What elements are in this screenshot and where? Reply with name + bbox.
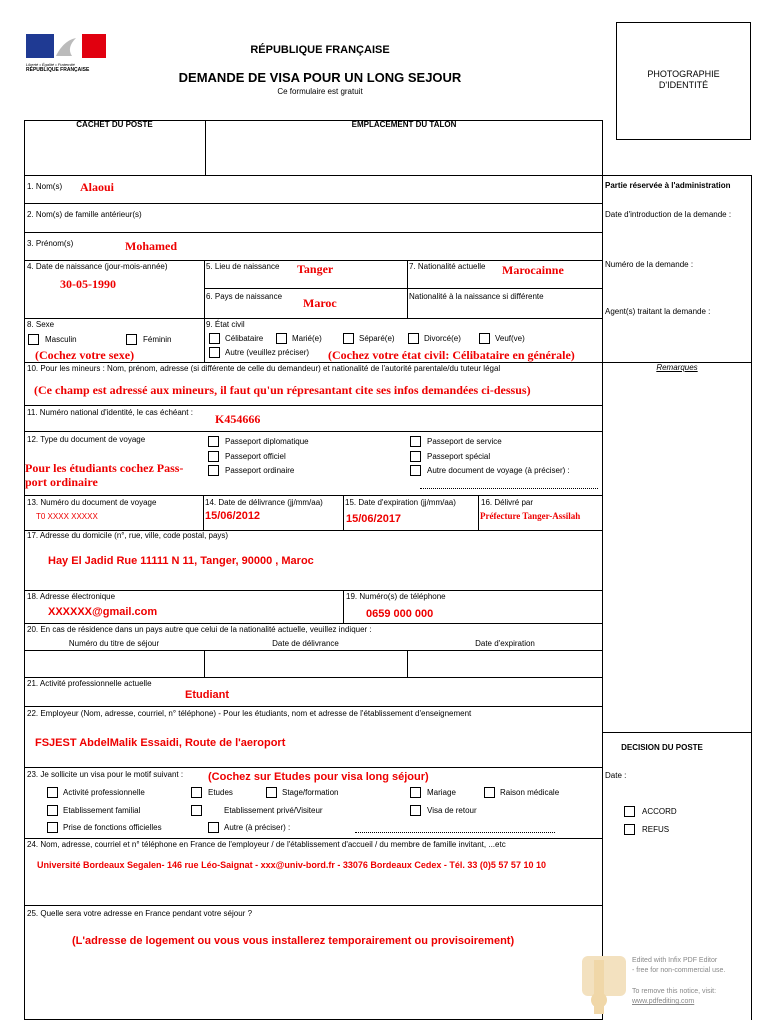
- photo-label-2: D'IDENTITÉ: [658, 80, 709, 90]
- field-6-label: 6. Pays de naissance: [206, 292, 283, 301]
- marie-label: Marié(e): [292, 334, 322, 343]
- answer-telephone[interactable]: 0659 000 000: [366, 608, 434, 620]
- masculin-label: Masculin: [45, 335, 77, 344]
- marie-checkbox[interactable]: [276, 333, 287, 344]
- form-title: DEMANDE DE VISA POUR UN LONG SEJOUR: [178, 70, 462, 85]
- pass-spec-label: Passeport spécial: [427, 452, 491, 461]
- field-25-label: 25. Quelle sera votre adresse en France pendant votre séjour ?: [27, 909, 253, 918]
- answer-adresse-france[interactable]: (L'adresse de logement ou vous vous installerez temporairement ou provisoirement): [72, 935, 515, 947]
- separe-label: Séparé(e): [359, 334, 395, 343]
- masculin-checkbox[interactable]: [28, 334, 39, 345]
- motif-fonctions-checkbox[interactable]: [47, 822, 58, 833]
- answer-date-expiration[interactable]: 15/06/2017: [346, 513, 402, 525]
- field-2-label: 2. Nom(s) de famille antérieur(s): [27, 210, 142, 219]
- logo-motto: Liberté • Égalité • Fraternité: [26, 62, 75, 67]
- autre-doc-checkbox[interactable]: [410, 465, 421, 476]
- field-22-label: 22. Employeur (Nom, adresse, courriel, n° téléphone) - Pour les étudiants, nom et adresse de l'établissement d'enseignement: [27, 709, 472, 718]
- refus-label: REFUS: [642, 825, 670, 834]
- field-24-label: 24. Nom, adresse, courriel et n° téléphone en France de l'employeur / de l'établissement d'accueil / du membre de famille invitant, ...etc: [27, 840, 506, 849]
- field-16-label: 16. Délivré par: [481, 498, 534, 507]
- answer-note-passeport-1: Pour les étudiants cochez Pass-: [25, 461, 184, 475]
- motif-etudes-label: Etudes: [208, 788, 233, 797]
- separe-checkbox[interactable]: [343, 333, 354, 344]
- photo-label-1: PHOTOGRAPHIE: [647, 69, 720, 79]
- pass-serv-checkbox[interactable]: [410, 436, 421, 447]
- motif-autre-label: Autre (à préciser) :: [224, 823, 291, 832]
- pass-ord-label: Passeport ordinaire: [225, 466, 295, 475]
- motif-retour-checkbox[interactable]: [410, 805, 421, 816]
- celibataire-checkbox[interactable]: [209, 333, 220, 344]
- admin-numero: Numéro de la demande :: [605, 260, 694, 269]
- answer-note-mineurs: (Ce champ est adressé aux mineurs, il faut qu'un répresantant cite ses infos demandées ci-dessus): [34, 383, 531, 397]
- veuf-checkbox[interactable]: [479, 333, 490, 344]
- pass-diplo-label: Passeport diplomatique: [225, 437, 309, 446]
- celibataire-label: Célibataire: [225, 334, 264, 343]
- accord-label: ACCORD: [642, 807, 677, 816]
- date-exp-label: Date d'expiration: [475, 639, 535, 648]
- pass-spec-checkbox[interactable]: [410, 451, 421, 462]
- veuf-label: Veuf(ve): [495, 334, 525, 343]
- field-10-label: 10. Pour les mineurs : Nom, prénom, adresse (si différente de celle du demandeur) et nationalité de l'autorité parentale/du tuteur légal: [27, 364, 501, 373]
- divorce-label: Divorcé(e): [424, 334, 461, 343]
- answer-num-doc[interactable]: T0 XXXX XXXXX: [36, 512, 98, 521]
- field-7b-label: Nationalité à la naissance si différente: [409, 292, 544, 301]
- field-20-label: 20. En cas de résidence dans un pays autre que celui de la nationalité actuelle, veuillez indiquer :: [27, 625, 372, 634]
- field-19-label: 19. Numéro(s) de téléphone: [346, 592, 446, 601]
- field-8-label: 8. Sexe: [27, 320, 55, 329]
- answer-email[interactable]: XXXXXX@gmail.com: [48, 606, 158, 618]
- motif-medicale-label: Raison médicale: [500, 788, 560, 797]
- answer-prenom[interactable]: Mohamed: [125, 239, 177, 253]
- field-4-label: 4. Date de naissance (jour-mois-année): [27, 262, 168, 271]
- answer-adresse[interactable]: Hay El Jadid Rue 11111 N 11, Tanger, 90000 , Maroc: [48, 555, 314, 567]
- talon-label: EMPLACEMENT DU TALON: [351, 120, 457, 129]
- marianne-logo: [26, 34, 110, 76]
- admin-title: Partie réservée à l'administration: [605, 181, 731, 190]
- answer-activite[interactable]: Etudiant: [185, 689, 229, 701]
- motif-familial-checkbox[interactable]: [47, 805, 58, 816]
- motif-fonctions-label: Prise de fonctions officielles: [63, 823, 162, 832]
- motif-stage-label: Stage/formation: [282, 788, 339, 797]
- watermark-line-3: To remove this notice, visit:: [632, 988, 717, 995]
- accord-checkbox[interactable]: [624, 806, 635, 817]
- pass-off-checkbox[interactable]: [208, 451, 219, 462]
- field-23-label: 23. Je sollicite un visa pour le motif suivant :: [27, 770, 184, 779]
- admin-remarques: Remarques: [656, 363, 698, 372]
- answer-accueil[interactable]: Université Bordeaux Segalen- 146 rue Léo-Saignat - xxx@univ-bord.fr - 33076 Bordeaux Cedex - Tél. 33 (0)5 57 57 10 10: [37, 860, 546, 870]
- answer-pays-naissance[interactable]: Maroc: [303, 296, 337, 310]
- answer-employeur[interactable]: FSJEST AbdelMalik Essaidi, Route de l'aeroport: [35, 737, 286, 749]
- motif-familial-label: Etablissement familial: [63, 806, 141, 815]
- field-12-label: 12. Type du document de voyage: [27, 435, 146, 444]
- motif-etudes-checkbox[interactable]: [191, 787, 202, 798]
- feminin-checkbox[interactable]: [126, 334, 137, 345]
- field-1-label: 1. Nom(s): [27, 182, 63, 191]
- date-deliv-label: Date de délivrance: [272, 639, 339, 648]
- form-subtitle: Ce formulaire est gratuit: [277, 87, 363, 96]
- motif-activite-checkbox[interactable]: [47, 787, 58, 798]
- answer-note-sexe: (Cochez votre sexe): [35, 348, 135, 362]
- answer-id-national[interactable]: K454666: [215, 412, 261, 426]
- field-18-label: 18. Adresse électronique: [27, 592, 116, 601]
- motif-medicale-checkbox[interactable]: [484, 787, 495, 798]
- logo-republic: RÉPUBLIQUE FRANÇAISE: [26, 67, 90, 73]
- field-7-label: 7. Nationalité actuelle: [409, 262, 486, 271]
- motif-stage-checkbox[interactable]: [266, 787, 277, 798]
- field-9-label: 9. État civil: [206, 320, 245, 329]
- answer-date-naissance[interactable]: 30-05-1990: [60, 277, 116, 291]
- motif-mariage-label: Mariage: [427, 788, 456, 797]
- divorce-checkbox[interactable]: [408, 333, 419, 344]
- cachet-label: CACHET DU POSTE: [76, 120, 153, 129]
- admin-date-intro: Date d'introduction de la demande :: [605, 210, 732, 219]
- autre-etat-checkbox[interactable]: [209, 347, 220, 358]
- autre-etat-label: Autre (veuillez préciser): [225, 348, 310, 357]
- answer-date-delivrance[interactable]: 15/06/2012: [205, 510, 261, 522]
- field-3-label: 3. Prénom(s): [27, 239, 74, 248]
- answer-lieu-naissance[interactable]: Tanger: [297, 262, 334, 276]
- field-21-label: 21. Activité professionnelle actuelle: [27, 679, 152, 688]
- pass-ord-checkbox[interactable]: [208, 465, 219, 476]
- motif-etab-prive-checkbox[interactable]: [191, 805, 202, 816]
- field-15-label: 15. Date d'expiration (jj/mm/aa): [345, 498, 456, 507]
- autre-doc-label: Autre document de voyage (à préciser) :: [427, 466, 570, 475]
- field-13-label: 13. Numéro du document de voyage: [27, 498, 157, 507]
- motif-mariage-checkbox[interactable]: [410, 787, 421, 798]
- answer-nationalite[interactable]: Marocainne: [502, 263, 564, 277]
- answer-nom[interactable]: Alaoui: [80, 180, 115, 194]
- pass-serv-label: Passeport de service: [427, 437, 502, 446]
- answer-note-passeport-2: port ordinaire: [25, 475, 98, 489]
- form-frame: [24, 120, 603, 1020]
- watermark-line-1: Edited with Infix PDF Editor: [632, 957, 718, 964]
- field-5-label: 5. Lieu de naissance: [206, 262, 280, 271]
- republic-heading: RÉPUBLIQUE FRANÇAISE: [250, 44, 390, 56]
- motif-etab-prive-label: Etablissement privé/Visiteur: [224, 806, 323, 815]
- watermark-line-2: - free for non-commercial use.: [632, 967, 726, 974]
- motif-activite-label: Activité professionnelle: [63, 788, 145, 797]
- answer-delivre-par[interactable]: Préfecture Tanger-Assilah: [480, 511, 581, 521]
- watermark-line-4[interactable]: www.pdfediting.com: [632, 998, 695, 1005]
- feminin-label: Féminin: [143, 335, 172, 344]
- answer-note-etat: (Cochez votre état civil: Célibataire en générale): [328, 348, 575, 362]
- answer-note-motif: (Cochez sur Etudes pour visa long séjour): [208, 771, 429, 783]
- refus-checkbox[interactable]: [624, 824, 635, 835]
- motif-retour-label: Visa de retour: [427, 806, 477, 815]
- admin-date: Date :: [605, 771, 627, 780]
- field-17-label: 17. Adresse du domicile (n°, rue, ville, code postal, pays): [27, 531, 229, 540]
- admin-decision: DECISION DU POSTE: [621, 743, 703, 752]
- titre-sejour-label: Numéro du titre de séjour: [68, 639, 160, 648]
- infix-watermark-icon: [582, 950, 626, 1018]
- field-14-label: 14. Date de délivrance (jj/mm/aa): [205, 498, 323, 507]
- admin-agent: Agent(s) traitant la demande :: [605, 307, 711, 316]
- motif-autre-checkbox[interactable]: [208, 822, 219, 833]
- pass-off-label: Passeport officiel: [225, 452, 286, 461]
- field-11-label: 11. Numéro national d'identité, le cas échéant :: [27, 408, 193, 417]
- photo-box: [616, 22, 751, 140]
- pass-diplo-checkbox[interactable]: [208, 436, 219, 447]
